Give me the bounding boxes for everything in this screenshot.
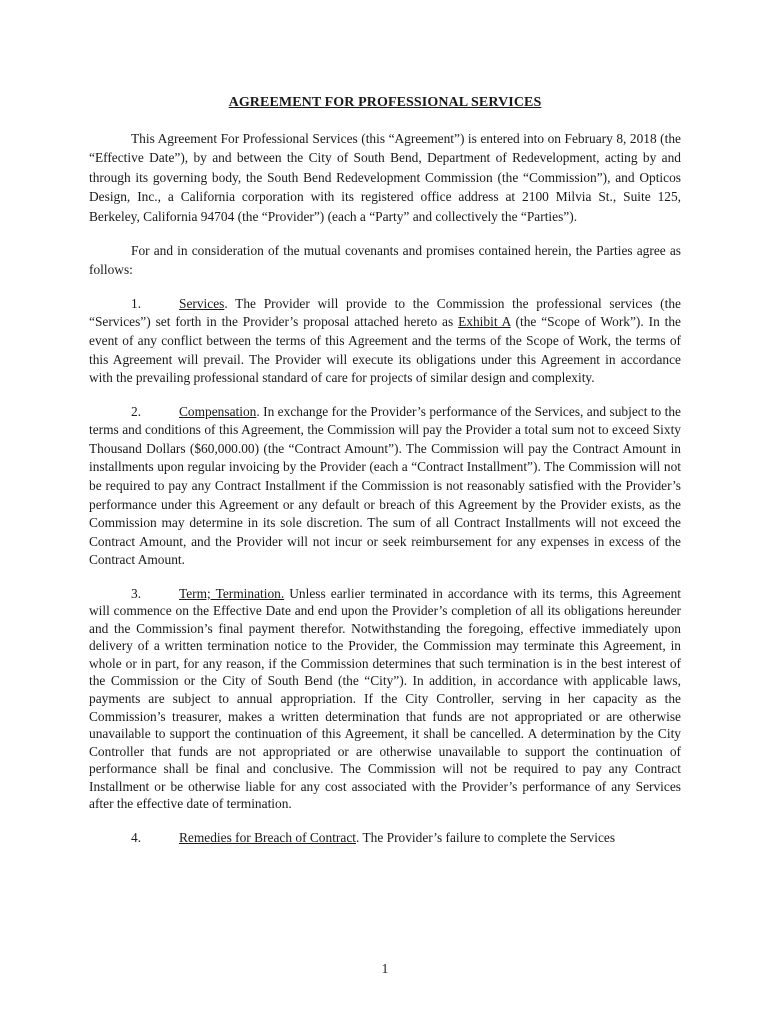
recital-paragraph: For and in consideration of the mutual covenants and promises contained herein, the Parties agree as follows:	[89, 243, 681, 278]
section-text: The Provider will provide to the Commission the professional services (the “Services”) set forth in the Provider’s proposal attached hereto as	[89, 295, 681, 330]
section-text: In exchange for the Provider’s performance of the Services, and subject to the terms and conditions of this Agreement, the Commission will pay the Provider a total sum not to exceed Sixty Thousand Dollars ($60,000.00) (the “Contract Amount”). The Commission will pay the Contract Amount in installments upon regular invoicing by the Provider (each a “Contract Installment”). The Commission will not be required to pay any Contract Installment if the Commission is not reasonably satisfied with the Provider’s performance under this Agreement or any default or breach of this Agreement by the Provider exists, as the Commission may determine in its sole discretion. The sum of all Contract Installments will not exceed the Contract Amount, and the Provider will not incur or seek reimbursement for any expenses in excess of the Contract Amount.	[89, 403, 681, 568]
section-services	[89, 295, 681, 388]
section-number: 1.	[131, 295, 142, 311]
section-number: 2.	[131, 403, 142, 419]
section-heading-punct: .	[356, 829, 360, 845]
section-heading: Compensation	[179, 403, 257, 419]
section-compensation	[89, 403, 681, 570]
section-text: Unless earlier terminated in accordance with its terms, this Agreement will commence on the Effective Date and end upon the Provider’s completion of all its obligations hereunder and the Commission’s final payment therefor. Notwithstanding the foregoing, effective immediately upon delivery of a written termination notice to the Provider, the Commission may terminate this Agreement, in whole or in part, for any reason, if the Commission determines that such termination is in the best interest of the Commission or the City of South Bend (the “City”). In addition, in accordance with applicable laws, payments are subject to annual appropriation. If the City Controller, serving in her capacity as the Commission’s treasurer, makes a written determination that funds are not appropriated or are otherwise unavailable to support the continuation of this Agreement, it shall be cancelled. A determination by the City Controller that funds are not appropriated or are otherwise unavailable to support the continuation of performance shall be final and conclusive. The Commission will not be required to pay any Contract Installment or be otherwise liable for any cost associated with the Provider’s performance of any Services after the effective date of termination.	[89, 585, 681, 812]
document-body	[89, 93, 681, 862]
section-heading-punct: .	[224, 295, 228, 311]
section-number: 3.	[131, 585, 142, 601]
section-heading-punct: .	[256, 403, 260, 419]
section-heading: Services	[179, 295, 225, 311]
section-heading: Term; Termination.	[179, 585, 285, 601]
section-heading: Remedies for Breach of Contract	[179, 829, 356, 845]
section-text: The Provider’s failure to complete the Services	[359, 829, 616, 845]
section-term-termination	[89, 585, 681, 813]
exhibit-a-reference: Exhibit A	[458, 314, 511, 330]
document-title: AGREEMENT FOR PROFESSIONAL SERVICES	[228, 95, 542, 110]
page-number: 1	[381, 961, 389, 976]
section-remedies	[89, 828, 681, 847]
section-number: 4.	[131, 829, 142, 845]
section-text: (the “Scope of Work”). In the event of any conflict between the terms of this Agreement and the terms of the Scope of Work, the terms of this Agreement will prevail. The Provider will execute its obligations under this Agreement in accordance with the prevailing professional standard of care for projects of similar design and complexity.	[89, 314, 682, 386]
intro-paragraph: This Agreement For Professional Services (this “Agreement”) is entered into on February 8, 2018 (the “Effective Date”), by and between the City of South Bend, Department of Redevelopment, acting by and through its governing body, the South Bend Redevelopment Commission (the “Commission”), and Opticos Design, Inc., a California corporation with its registered office address at 2100 Milvia St., Suite 125, Berkeley, California 94704 (the “Provider”) (each a “Party” and collectively the “Parties”).	[89, 131, 681, 224]
